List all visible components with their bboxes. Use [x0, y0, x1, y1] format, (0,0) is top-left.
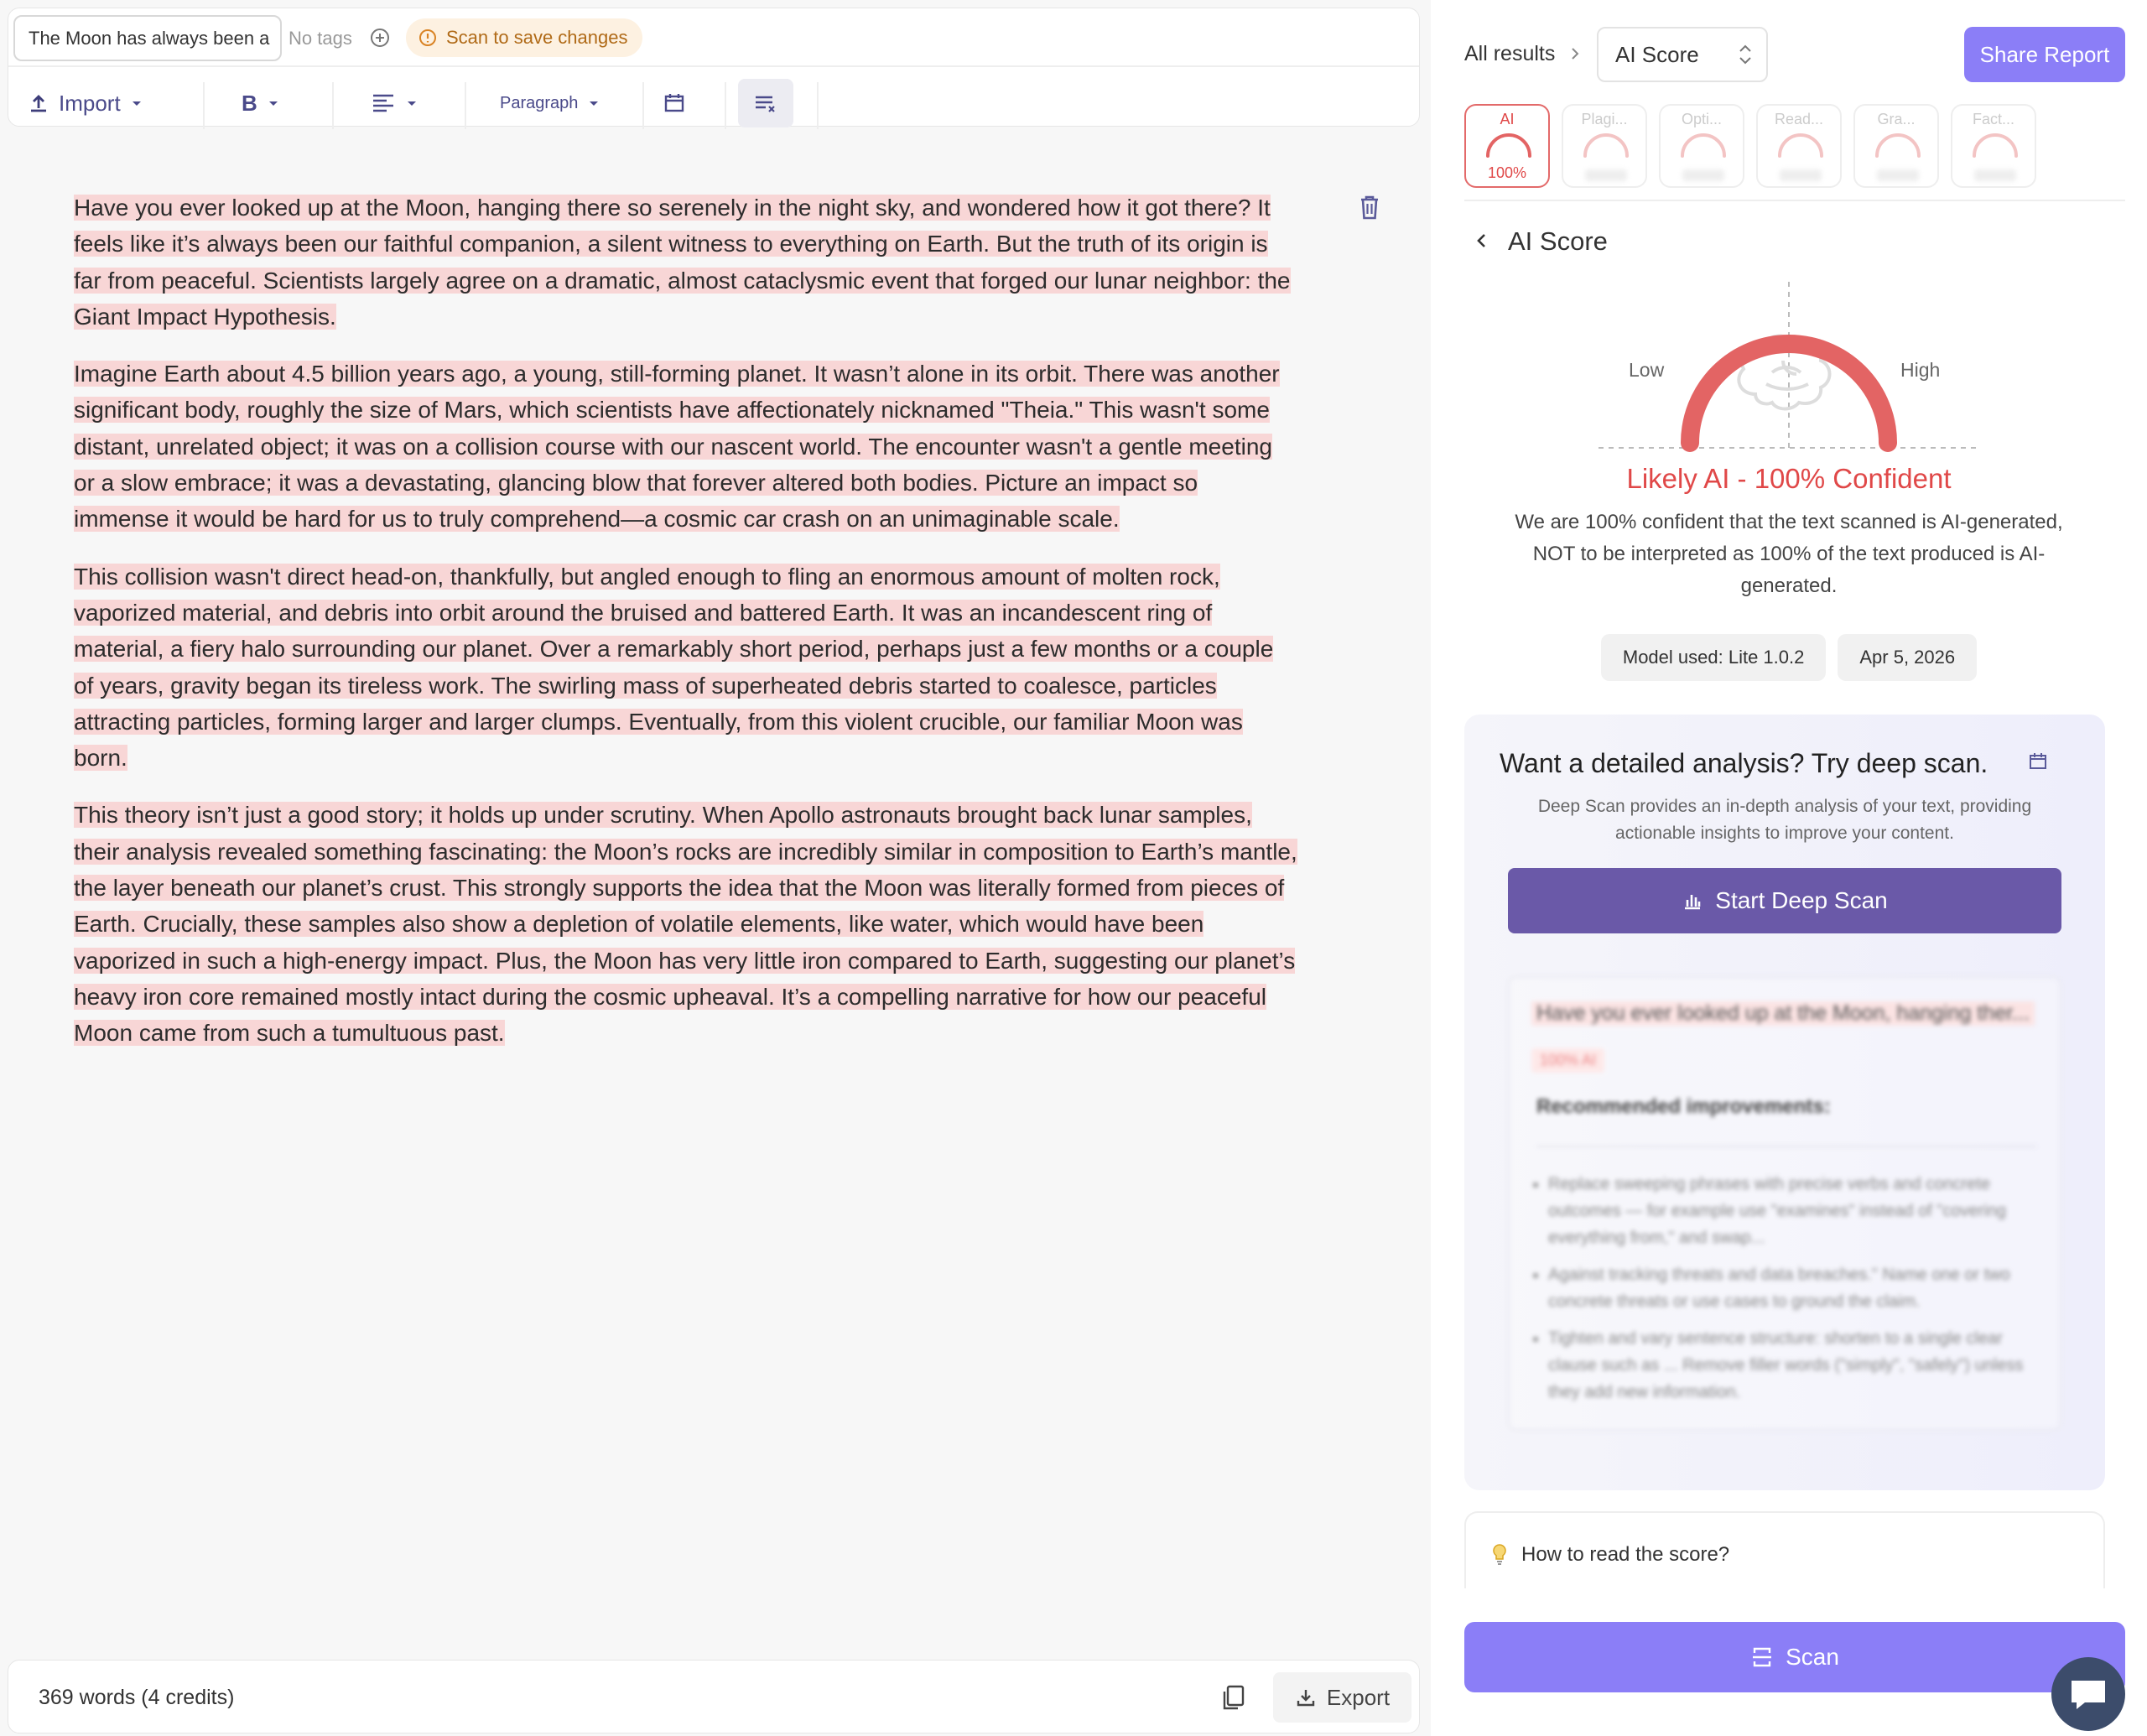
align-button[interactable]	[371, 79, 438, 127]
score-tab-2[interactable]	[1659, 104, 1744, 188]
chevron-right-icon	[1567, 45, 1583, 62]
score-tab-value	[1974, 169, 2016, 181]
score-tab-5[interactable]	[1951, 104, 2036, 188]
list-item: • Replace sweeping phrases with precise verbs and concrete outcomes — for example use "examines" instead of "covering everything from," and swap...	[1548, 1171, 2035, 1251]
mini-gauge-icon	[1580, 131, 1632, 159]
score-category-tabs	[1464, 104, 2036, 188]
results-panel	[1431, 0, 2147, 1736]
deep-scan-card	[1464, 715, 2105, 1490]
gauge-low-label: Low	[1629, 359, 1665, 381]
word-count: 369 words (4 credits)	[39, 1686, 235, 1709]
calendar-icon	[663, 91, 686, 115]
toolbar-separator	[465, 82, 466, 129]
deep-scan-preview	[1508, 976, 2061, 1431]
ai-highlight: Imagine Earth about 4.5 billion years ago, a young, still-forming planet. It wasn’t alone in its orbit. There was another significant body, roughly the size of Mars, which scientists have affectionately nicknamed "Theia." This wasn't some distant, unrelated object; it was on a collision course with our nascent world. The encounter wasn't a gentle meeting or a slow embrace; it was a devastating, glancing blow that forever altered both bodies. Picture an impact so immense it would be hard for us to truly comprehend—a cosmic car crash on an unimaginable scale.	[74, 361, 1280, 533]
result-view-select[interactable]	[1597, 27, 1768, 82]
score-tab-label: Opti...	[1681, 111, 1722, 127]
ai-highlight: Have you ever looked up at the Moon, hanging there so serenely in the night sky, and wondered how it got there? It feels like it’s always been our faithful companion, a silent witness to everything on Earth. But the truth of its origin is far from peaceful. Scientists largely agree on a dramatic, almost cataclysmic event that forged our lunar neighbor: the Giant Impact Hypothesis.	[74, 195, 1291, 330]
paragraph	[74, 356, 1298, 537]
info-icon	[418, 28, 438, 48]
caret-down-icon	[129, 96, 144, 111]
chevron-left-icon[interactable]	[1473, 231, 1491, 250]
score-tab-4[interactable]	[1853, 104, 1939, 188]
tabs-divider	[1464, 200, 2125, 201]
calendar-icon	[2028, 751, 2048, 772]
scan-status-badge	[406, 18, 642, 57]
start-deep-scan-label: Start Deep Scan	[1715, 887, 1888, 913]
scan-label: Scan	[1786, 1644, 1839, 1670]
mini-gauge-icon	[1483, 131, 1535, 159]
editor-toolbar	[8, 8, 1420, 127]
all-results-link[interactable]: All results	[1464, 42, 1556, 65]
bold-label: B	[242, 90, 257, 116]
paragraph	[74, 797, 1298, 1051]
score-tab-3[interactable]	[1756, 104, 1842, 188]
ai-verdict: Likely AI - 100% Confident	[1626, 463, 1952, 494]
mini-gauge-icon	[1775, 131, 1827, 159]
download-icon	[1295, 1687, 1317, 1708]
clear-format-button[interactable]	[738, 79, 793, 127]
paragraph	[74, 559, 1298, 777]
trash-icon[interactable]	[1357, 193, 1382, 221]
scan-button[interactable]	[1464, 1622, 2125, 1692]
chevron-updown-icon	[1736, 42, 1755, 67]
preview-divider	[1536, 1146, 2036, 1147]
date-chip: Apr 5, 2026	[1838, 634, 1977, 681]
model-chip: Model used: Lite 1.0.2	[1601, 634, 1826, 681]
ai-highlight: This collision wasn't direct head-on, thankfully, but angled enough to fling an enormous amount of molten rock, vaporized material, and debris into orbit around the bruised and battered Earth. It was an incandescent ring of material, a fiery halo surrounding our planet. Over a remarkably short period, perhaps just a few months or a couple of years, gravity began its tireless work. The swirling mass of superheated debris started to coalesce, particles attracting particles, forming larger and larger clumps. Eventually, from this violent crucible, our familiar Moon was born.	[74, 563, 1274, 772]
align-left-icon	[371, 91, 396, 115]
ai-highlight: This theory isn’t just a good story; it holds up under scrutiny. When Apollo astronauts brought back lunar samples, their analysis revealed something fascinating: the Moon’s rocks are incredibly similar in composition to Earth’s mantle, the layer beneath our planet’s crust. This strongly supports the idea that the Moon was literally formed from pieces of Earth. Crucially, these samples also show a depletion of volatile elements, like water, which would have been vaporized in such a high-energy impact. Plus, the Moon has very little iron compared to Earth, suggesting our planet’s heavy iron core remained mostly intact during the cosmic upheaval. It’s a compelling narrative for how our peaceful Moon came from such a tumultuous past.	[74, 802, 1297, 1047]
upload-icon	[27, 91, 50, 115]
import-button[interactable]	[27, 79, 186, 127]
how-to-read-card[interactable]	[1464, 1511, 2105, 1588]
preview-list	[1548, 1171, 2035, 1416]
tags-label[interactable]: No tags	[289, 28, 352, 49]
toolbar-separator	[203, 82, 205, 129]
score-tab-label: Read...	[1774, 111, 1824, 127]
toolbar-separator	[642, 82, 644, 129]
mini-gauge-icon	[1872, 131, 1924, 159]
mini-gauge-icon	[1677, 131, 1729, 159]
bar-chart-icon	[1682, 890, 1703, 912]
preview-recommend-title: Recommended improvements:	[1536, 1095, 1831, 1118]
score-tab-value	[1585, 169, 1627, 181]
score-tab-value	[1780, 169, 1822, 181]
section-title: AI Score	[1508, 226, 1608, 256]
bold-button[interactable]	[242, 79, 309, 127]
preview-badge: 100% AI	[1531, 1048, 1604, 1073]
scan-status-text: Scan to save changes	[446, 27, 628, 48]
document-title-input[interactable]: The Moon has always been a	[13, 15, 282, 61]
deep-scan-description: Deep Scan provides an in-depth analysis of your text, providing actionable insights to improve your content.	[1537, 797, 2032, 843]
preview-heading: Have you ever looked up at the Moon, hanging ther...	[1531, 1001, 2035, 1026]
lightbulb-icon	[1491, 1543, 1508, 1567]
paragraph	[74, 190, 1298, 335]
export-label: Export	[1326, 1684, 1391, 1710]
toolbar-separator	[332, 82, 334, 129]
caret-down-icon	[404, 96, 419, 111]
caret-down-icon	[266, 96, 281, 111]
score-tab-value: 100%	[1487, 164, 1527, 181]
toolbar-separator	[725, 82, 726, 129]
how-to-read-label: How to read the score?	[1521, 1543, 1730, 1566]
document-editor[interactable]	[74, 190, 1298, 1073]
score-tab-label: Plagi...	[1581, 111, 1628, 127]
deep-scan-title: Want a detailed analysis? Try deep scan.	[1500, 748, 1988, 778]
clear-format-icon	[753, 91, 778, 115]
toolbar-divider	[8, 65, 1419, 67]
score-tab-label: Fact...	[1972, 111, 2014, 127]
chat-support-button[interactable]	[2051, 1657, 2125, 1731]
calendar-button[interactable]	[663, 79, 701, 127]
scan-meta	[1431, 634, 2147, 681]
list-item: • Against tracking threats and data breaches." Name one or two concrete threats or use cases to ground the claim.	[1548, 1261, 2035, 1315]
score-tab-value	[1682, 169, 1724, 181]
paragraph-label: Paragraph	[500, 93, 579, 112]
verdict-description: We are 100% confident that the text scanned is AI-generated, NOT to be interpreted as 100% of the text produced is AI-generated.	[1515, 511, 2063, 597]
chat-icon	[2068, 1676, 2108, 1713]
copy-icon[interactable]	[1219, 1683, 1248, 1712]
score-tab-value	[1877, 169, 1919, 181]
list-item: • Tighten and vary sentence structure: shorten to a single clear clause such as ... Remove filler words ("simply", "safely") unless they add new information.	[1548, 1325, 2035, 1406]
editor-footer	[8, 1660, 1420, 1733]
toolbar-separator	[817, 82, 819, 129]
caret-down-icon	[586, 96, 601, 111]
gauge-high-label: High	[1900, 359, 1941, 381]
score-tab-1[interactable]	[1562, 104, 1647, 188]
mini-gauge-icon	[1969, 131, 2021, 159]
share-report-button[interactable]: Share Report	[1964, 27, 2125, 82]
score-tab-label: Gra...	[1877, 111, 1916, 127]
add-tag-icon[interactable]	[367, 25, 392, 50]
score-tab-label: AI	[1500, 111, 1515, 127]
paragraph-style-button[interactable]	[500, 79, 617, 127]
export-button[interactable]	[1273, 1672, 1411, 1723]
import-label: Import	[59, 90, 121, 116]
score-tab-0[interactable]	[1464, 104, 1550, 188]
start-deep-scan-button[interactable]	[1508, 868, 2061, 933]
result-view-value: AI Score	[1615, 42, 1699, 67]
scan-icon	[1750, 1645, 1774, 1669]
